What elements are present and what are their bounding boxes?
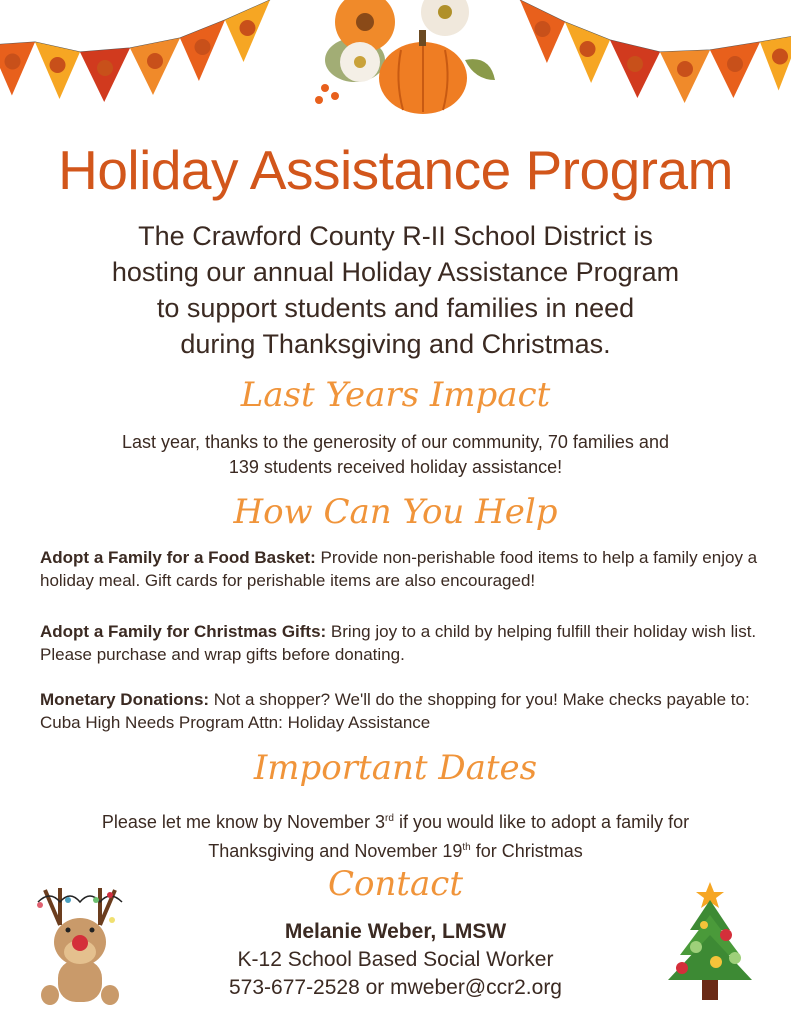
help-item-label: Adopt a Family for Christmas Gifts: (40, 622, 327, 641)
dates-text-part: for Christmas (470, 841, 583, 861)
christmas-tree-illustration (660, 880, 760, 1005)
help-item-monetary (40, 688, 760, 734)
ordinal-suffix: rd (385, 813, 394, 824)
help-item-food-basket (40, 546, 760, 592)
pumpkin-icon (50, 57, 66, 73)
dates-text-part: Please let me know by November 3 (101, 812, 386, 832)
bunting-flag (0, 42, 35, 96)
help-item-label: Adopt a Family for a Food Basket: (40, 548, 316, 567)
pumpkin-icon (195, 39, 211, 55)
intro-line: hosting our annual Holiday Assistance Program (111, 257, 680, 287)
help-item-text: Not a shopper? We'll do the shopping for you! Make checks payable to: Cuba High Needs Program Attn: Holiday Assistance (40, 690, 750, 732)
contact-phone-email[interactable]: 573-677-2528 or mweber@ccr2.org (229, 976, 562, 999)
pumpkin-icon (627, 56, 643, 72)
pumpkin-icon (240, 20, 256, 36)
pumpkin-icon (580, 41, 596, 57)
intro-text (0, 218, 791, 362)
contact-role: K-12 School Based Social Worker (237, 948, 554, 971)
pumpkin-icon (5, 54, 21, 70)
dates-text (0, 806, 791, 864)
impact-line: Last year, thanks to the generosity of our community, 70 families and (122, 432, 669, 452)
contact-heading: Contact (327, 864, 464, 904)
dates-heading: Important Dates (253, 748, 538, 788)
help-heading: How Can You Help (233, 492, 558, 532)
help-item-label: Monetary Donations: (40, 690, 210, 709)
intro-line: to support students and families in need (156, 293, 635, 323)
pumpkin-icon (535, 21, 551, 37)
impact-line: 139 students received holiday assistance! (228, 457, 563, 477)
pumpkin-icon (772, 49, 788, 65)
intro-line: during Thanksgiving and Christmas. (180, 329, 611, 359)
dates-text-part: Thanksgiving and November 19 (208, 841, 463, 861)
pumpkin-icon (727, 56, 743, 72)
ordinal-suffix: th (462, 842, 471, 853)
reindeer-illustration (30, 880, 130, 1010)
help-item-text: Provide non-perishable food items to help a family enjoy a holiday meal. Gift cards for perishable items are also encouraged! (40, 548, 758, 590)
help-item-text: Bring joy to a child by helping fulfill their holiday wish list. Please purchase and wrap gifts before donating. (40, 622, 757, 664)
intro-line: The Crawford County R-II School District is (138, 221, 653, 251)
page-title: Holiday Assistance Program (58, 139, 733, 201)
pumpkin-flowers-illustration (305, 0, 495, 118)
dates-text-part: if you would like to adopt a family for (393, 812, 690, 832)
pumpkin-icon (97, 60, 113, 76)
pumpkin-icon (147, 53, 163, 69)
impact-heading: Last Years Impact (240, 375, 551, 415)
contact-name: Melanie Weber, LMSW (284, 920, 507, 943)
impact-text (0, 430, 791, 480)
pumpkin-icon (677, 61, 693, 77)
help-item-christmas-gifts (40, 620, 760, 666)
